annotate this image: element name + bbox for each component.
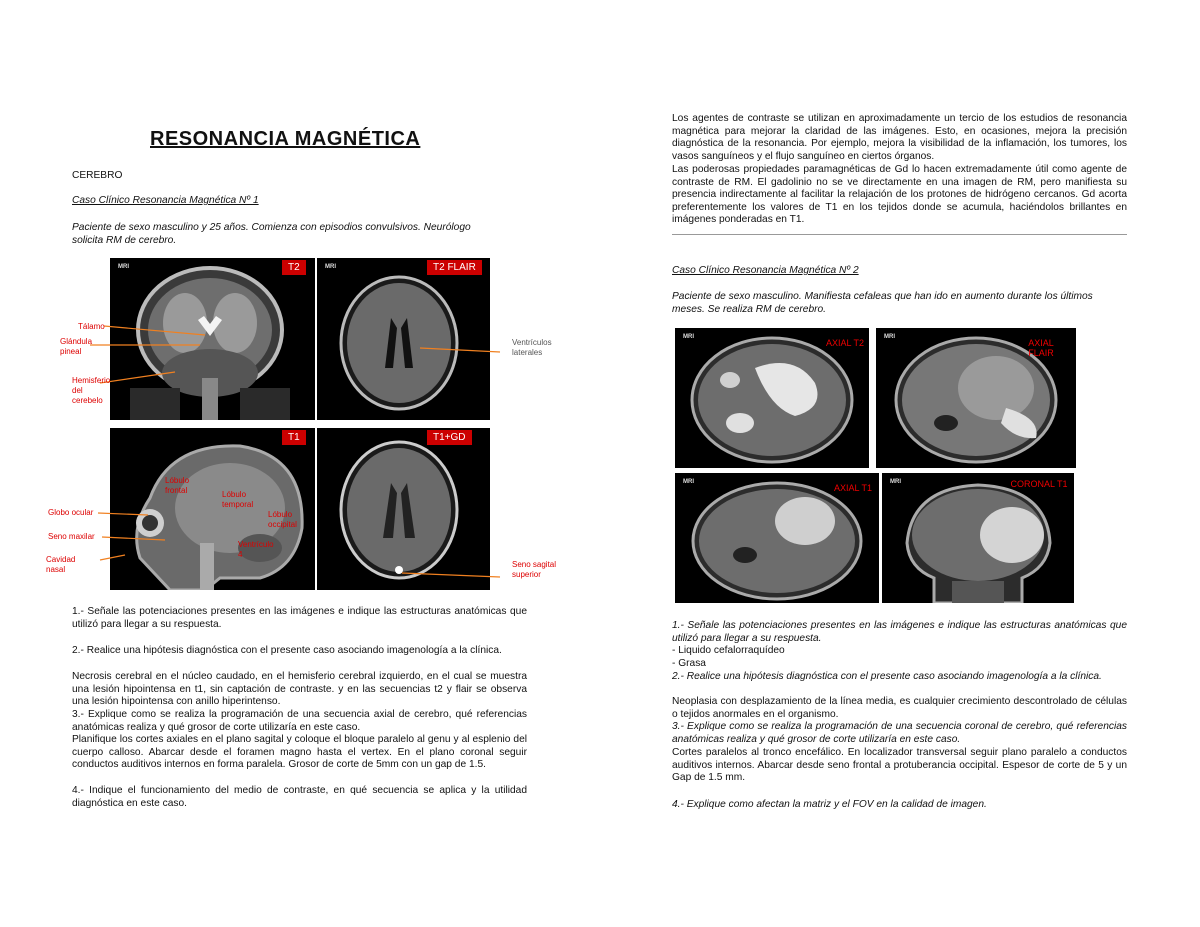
case-2-q4: 4.- Explique como afectan la matriz y el FOV en la calidad de imagen.: [672, 799, 987, 810]
case-1-q3: 3.- Explique como se realiza la programación de una secuencia axial de cerebro, qué referencias anatómicas realiza y qué grosor de corte utilizaría en este caso.: [72, 709, 527, 733]
mri-panel-t1: [110, 428, 315, 590]
contrast-paragraph-1: Los agentes de contraste se utilizan en aproximadamente un tercio de los estudios de resonancia magnética para mejorar la claridad de las imágenes. Esto, en ocasiones, mejora la precisión diagnóstica de la resonancia. Por ejemplo, mejora la visibilidad de la inflamación, los tumores, los vasos sanguíneos y el flujo sanguíneo en ciertos órganos.: [672, 113, 1127, 162]
mri-tag: MRI: [325, 264, 336, 270]
panel-label-t2-flair: T2 FLAIR: [427, 260, 482, 275]
case-2-patient: Paciente de sexo masculino. Manifiesta cefaleas que han ido en aumento durante los últimos meses. Se realiza RM de cerebro.: [672, 291, 1093, 315]
page-title: RESONANCIA MAGNÉTICA: [150, 128, 421, 150]
mri-tag: MRI: [118, 264, 129, 270]
label-talamo: Tálamo: [78, 322, 105, 331]
panel-label-axial-flair: AXIAL FLAIR: [1028, 338, 1054, 358]
mri-panel-t2-flair: [317, 258, 490, 420]
case-2-q2: 2.- Realice una hipótesis diagnóstica con el presente caso asociando imagenología a la clínica.: [672, 671, 1102, 682]
panel-label-t1: T1: [282, 430, 306, 445]
case-2-a1b: - Grasa: [672, 658, 706, 669]
case-1-a3: Planifique los cortes axiales en el plano sagital y coloque el bloque paralelo al genu y al esplenio del cuerpo calloso. Abarcar desde el foramen magno hasta el vertex. En el plano coronal seguir conductos auditivos internos en forma paralela. Grosor de corte de 5mm con un gap de 1.5.: [72, 734, 527, 771]
contrast-paragraph-2: Las poderosas propiedades paramagnéticas de Gd lo hacen extremadamente útil como agente de contraste de RM. El gadolinio no se ve directamente en una imagen de RM, pero manifiesta su presencia indirectamente al facilitar la relajación de los protones de hidrógeno cercanos. Gd acorta preferentemente los valores de T1 en los tejidos donde se acumula, haciéndolos brillantes en imágenes ponderadas en T1.: [672, 164, 1127, 226]
mri-tag: MRI: [683, 334, 694, 340]
panel-label-t2: T2: [282, 260, 306, 275]
section-heading: CEREBRO: [72, 170, 123, 181]
panel-label-coronal-t1: CORONAL T1: [1010, 479, 1068, 489]
case-2-q3: 3.- Explique como se realiza la programación de una secuencia coronal de cerebro, qué referencias anatómicas realiza y qué grosor de corte utilizaría en este caso.: [672, 721, 1127, 745]
mri-tag: MRI: [683, 479, 694, 485]
case-2-title: Caso Clínico Resonancia Magnética Nº 2: [672, 265, 859, 276]
case-2-q1: 1.- Señale las potenciaciones presentes en las imágenes e indique las estructuras anatómicas que utilizó para llegar a su respuesta.: [672, 620, 1127, 644]
mri-panel-axial-flair: [876, 328, 1076, 468]
label-lobulo-frontal: Lóbulo frontal: [165, 476, 190, 495]
label-globo-ocular: Globo ocular: [48, 508, 94, 517]
divider: [672, 234, 1127, 235]
case-1-q1: 1.- Señale las potenciaciones presentes en las imágenes e indique las estructuras anatómicas que utilizó para llegar a su respuesta.: [72, 606, 527, 630]
panel-label-t1-gd: T1+GD: [427, 430, 472, 445]
label-lobulo-temporal: Lóbulo temporal: [222, 490, 254, 509]
label-lobulo-occipital: Lóbulo occipital: [268, 510, 297, 529]
case-1-q2: 2.- Realice una hipótesis diagnóstica con el presente caso asociando imagenología a la clínica.: [72, 645, 502, 656]
case-2-a1a: - Liquido cefalorraquídeo: [672, 645, 785, 656]
label-hemisferio-cerebelo: Hemisferio del cerebelo: [72, 376, 111, 405]
label-ventriculos-laterales: Ventrículos laterales: [512, 338, 552, 357]
case-1-a2: Necrosis cerebral en el núcleo caudado, en el hemisferio cerebral izquierdo, en el cual se muestra una lesión hipointensa en t1, sin captación de contraste. y en las secuencias t2 y flair se observa una lesión hipointensa con anillo hiperintenso.: [72, 671, 527, 708]
label-seno-sagital: Seno sagital superior: [512, 560, 557, 579]
case-1-patient: Paciente de sexo masculino y 25 años. Comienza con episodios convulsivos. Neurólogo solicita RM de cerebro.: [72, 222, 471, 246]
case-1-q4: 4.- Indique el funcionamiento del medio de contraste, en qué secuencia se aplica y la utilidad diagnóstica en este caso.: [72, 785, 527, 809]
panel-label-axial-t1: AXIAL T1: [833, 483, 873, 493]
mri-tag: MRI: [884, 334, 895, 340]
mri-panel-t1-gd: [317, 428, 490, 590]
panel-label-axial-t2: AXIAL T2: [825, 338, 865, 348]
case-2-a3: Cortes paralelos al tronco encefálico. En localizador transversal seguir plano paralelo a conductos auditivos internos. Abarcar desde seno frontal a protuberancia occipital. Espesor de corte de 5 y un Gap de 1.5 mm.: [672, 747, 1127, 784]
label-cavidad-nasal: Cavidad nasal: [46, 555, 76, 574]
label-seno-maxilar: Seno maxilar: [48, 532, 95, 541]
label-glandula-pineal: Glándula pineal: [60, 337, 93, 356]
mri-tag: MRI: [890, 479, 901, 485]
case-1-title: Caso Clínico Resonancia Magnética Nº 1: [72, 195, 259, 206]
case-2-a2: Neoplasia con desplazamiento de la línea media, es cualquier crecimiento descontrolado de células o tejidos anormales en el organismo.: [672, 696, 1127, 720]
mri-panel-axial-t2: [675, 328, 869, 468]
mri-panel-t2: [110, 258, 315, 420]
mri-panel-coronal-t1: [882, 473, 1074, 603]
mri-panel-axial-t1: [675, 473, 879, 603]
label-ventriculo-4: Ventrículo 4: [238, 540, 274, 559]
